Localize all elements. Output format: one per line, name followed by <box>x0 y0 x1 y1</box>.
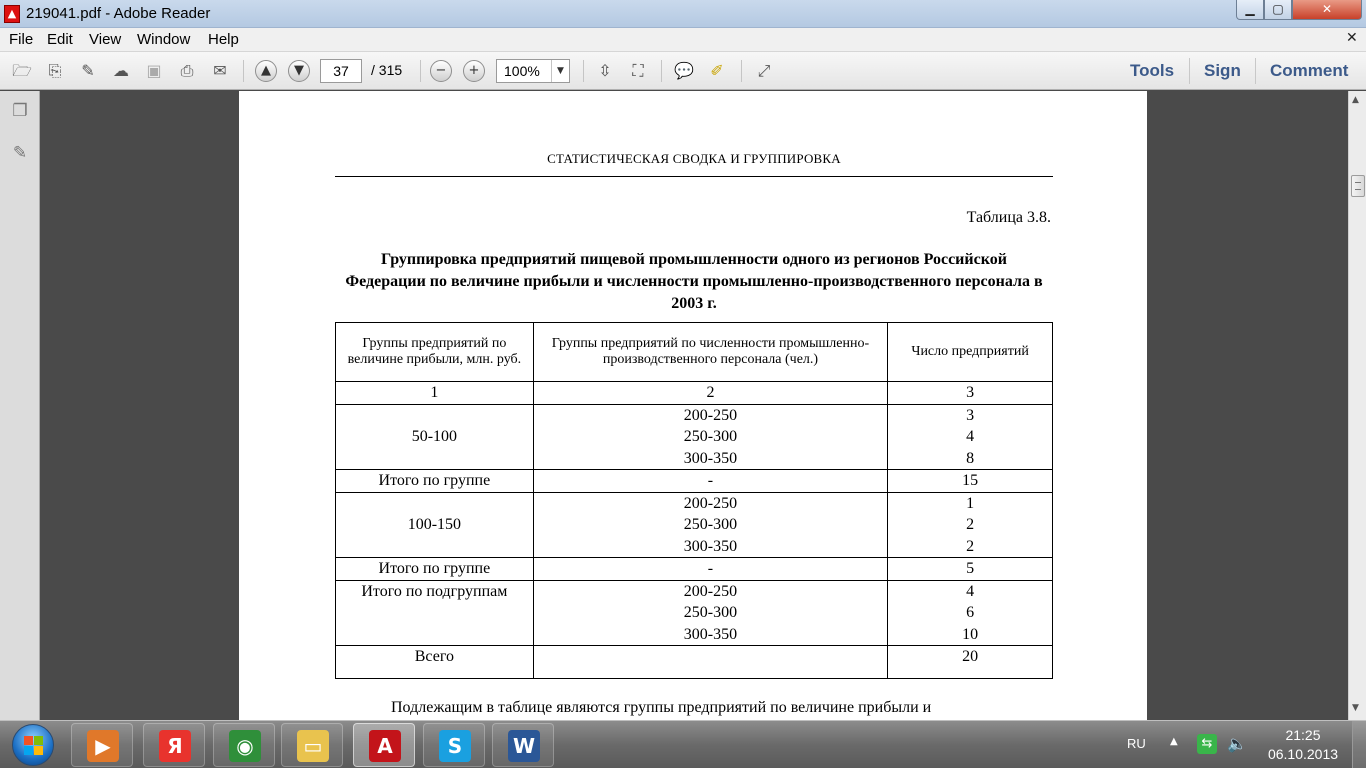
count-value: 2 <box>966 516 975 533</box>
range-value: 250-300 <box>683 604 738 621</box>
highlight-icon[interactable]: ✐ <box>710 61 724 80</box>
taskbar-app-yandex-browser[interactable] <box>143 723 205 767</box>
print-icon[interactable]: ⎙ <box>180 61 194 80</box>
navigation-panel <box>0 91 40 720</box>
word-icon: W <box>508 730 540 762</box>
language-indicator[interactable]: RU <box>1127 736 1146 751</box>
pages-icon[interactable]: ❐ <box>12 101 28 121</box>
table-header-row <box>336 323 1053 382</box>
range-value: 200-250 <box>683 406 738 424</box>
adobe-reader-icon: A <box>369 730 401 762</box>
table-row <box>336 580 1053 646</box>
table-number: Таблица 3.8. <box>966 209 1051 226</box>
toolbar-separator <box>1189 58 1190 84</box>
zoom-select[interactable] <box>496 59 570 83</box>
count-value: 6 <box>966 604 975 621</box>
page-number-input[interactable]: 37 <box>320 59 362 83</box>
table-row <box>336 470 1053 493</box>
range-value: 250-300 <box>683 516 738 533</box>
zoom-in-icon[interactable]: + <box>463 60 485 82</box>
close-button[interactable]: ✕ <box>1292 0 1362 20</box>
fit-page-icon[interactable]: ⛶ <box>632 61 644 80</box>
column-number: 3 <box>888 382 1053 405</box>
count-value: 4 <box>966 428 975 445</box>
system-clock[interactable] <box>1262 726 1344 764</box>
body-paragraph: Подлежащим в таблице являются группы предприятий по величине прибыли и <box>391 699 932 716</box>
full-screen-icon[interactable]: ⤢ <box>757 61 771 80</box>
count-value: 2 <box>966 537 975 555</box>
cloud-upload-icon[interactable]: ☁ <box>113 61 129 80</box>
range-value: - <box>533 558 887 581</box>
scroll-down-icon[interactable]: ▼ <box>1352 703 1359 713</box>
save-icon[interactable]: ▣ <box>146 61 162 80</box>
count-cell <box>888 492 1053 558</box>
group-label: Итого по подгруппам <box>336 580 534 646</box>
adobe-reader-icon: ▲ <box>4 5 20 23</box>
menu-window[interactable]: Window <box>137 31 191 48</box>
document-page <box>239 91 1147 720</box>
taskbar-app-media-player[interactable] <box>71 723 133 767</box>
taskbar <box>0 720 1366 768</box>
toolbar-separator <box>420 60 421 82</box>
toolbar-separator <box>243 60 244 82</box>
range-value: 200-250 <box>683 582 738 600</box>
zoom-out-icon[interactable]: − <box>430 60 452 82</box>
column-number: 2 <box>533 382 887 405</box>
toolbar-separator <box>583 60 584 82</box>
range-cell <box>533 492 887 558</box>
count-value: 3 <box>966 406 975 424</box>
title-bar <box>0 0 1366 28</box>
tools-link[interactable]: Tools <box>1130 61 1175 80</box>
toolbar-separator <box>661 60 662 82</box>
data-table <box>335 322 1053 679</box>
column-number-row <box>336 382 1053 405</box>
maximize-button[interactable]: ▢ <box>1264 0 1292 20</box>
taskbar-app-chrome[interactable] <box>213 723 275 767</box>
range-cell <box>533 404 887 470</box>
create-pdf-icon[interactable]: ⎘ <box>48 61 62 80</box>
group-label: 100-150 <box>336 492 534 558</box>
toolbar-separator <box>1255 58 1256 84</box>
menu-edit[interactable]: Edit <box>47 31 73 48</box>
volume-icon[interactable]: 🔈 <box>1227 734 1247 753</box>
tray-expand-icon[interactable]: ▲ <box>1170 736 1178 747</box>
group-label: Итого по группе <box>336 470 534 493</box>
range-value <box>533 646 887 679</box>
range-value: 300-350 <box>683 625 738 643</box>
skype-icon: S <box>439 730 471 762</box>
chevron-down-icon[interactable]: ▼ <box>551 60 569 82</box>
count-value: 5 <box>888 558 1053 581</box>
range-value: 250-300 <box>683 428 738 445</box>
table-header-cell: Число предприятий <box>888 323 1053 382</box>
range-cell <box>533 580 887 646</box>
range-value: - <box>533 470 887 493</box>
table-header-cell: Группы предприятий по численности промышленно-производственного персонала (чел.) <box>533 323 887 382</box>
clock-time: 21:25 <box>1285 727 1321 743</box>
count-value: 10 <box>962 625 979 643</box>
sign-link[interactable]: Sign <box>1204 61 1241 80</box>
count-value: 8 <box>966 449 975 467</box>
column-number: 1 <box>336 382 534 405</box>
media-player-icon: ▶ <box>87 730 119 762</box>
menu-bar <box>0 28 1366 52</box>
header-rule <box>335 176 1053 177</box>
group-label: Всего <box>336 646 534 679</box>
group-label: 50-100 <box>336 404 534 470</box>
range-value: 200-250 <box>683 494 738 512</box>
toolbar-separator <box>741 60 742 82</box>
count-value: 20 <box>888 646 1053 679</box>
table-row <box>336 492 1053 558</box>
menu-view[interactable]: View <box>89 31 122 48</box>
table-row <box>336 558 1053 581</box>
vertical-scrollbar[interactable] <box>1348 91 1366 720</box>
comment-icon[interactable]: 💬 <box>674 61 694 80</box>
count-value: 1 <box>966 494 975 512</box>
scroll-up-icon[interactable]: ▲ <box>1352 95 1359 105</box>
windows-logo-icon <box>24 736 44 756</box>
zoom-value: 100% <box>504 63 540 79</box>
menu-help[interactable]: Help <box>208 31 239 48</box>
group-label: Итого по группе <box>336 558 534 581</box>
next-page-icon[interactable]: ▼ <box>288 60 310 82</box>
document-close-icon[interactable]: ✕ <box>1346 30 1358 46</box>
taskbar-app-word[interactable] <box>492 723 554 767</box>
start-button[interactable] <box>12 724 54 766</box>
yandex-icon: Я <box>159 730 191 762</box>
count-value: 15 <box>888 470 1053 493</box>
taskbar-app-skype[interactable] <box>423 723 485 767</box>
page-count: / 315 <box>371 62 403 78</box>
email-icon[interactable]: ✉ <box>213 61 227 80</box>
attachments-icon[interactable]: ✎ <box>12 143 28 163</box>
fit-width-icon[interactable]: ⇳ <box>598 61 612 80</box>
clock-date: 06.10.2013 <box>1267 746 1339 762</box>
range-value: 300-350 <box>683 537 738 555</box>
count-cell <box>888 404 1053 470</box>
scrollbar-thumb[interactable] <box>1351 175 1365 197</box>
edit-icon[interactable]: ✎ <box>81 61 95 80</box>
taskbar-app-adobe-reader[interactable] <box>353 723 415 767</box>
previous-page-icon[interactable]: ▲ <box>255 60 277 82</box>
taskbar-app-file-explorer[interactable] <box>281 723 343 767</box>
open-icon[interactable]: 🗁 <box>12 61 32 80</box>
network-sync-icon[interactable]: ⇆ <box>1197 734 1217 754</box>
table-row <box>336 404 1053 470</box>
range-value: 300-350 <box>683 449 738 467</box>
table-caption: Группировка предприятий пищевой промышленности одного из регионов Российской Федерации по величине прибыли и численности промышленно-производственного персонала в 2003 г. <box>345 251 1043 312</box>
running-head: СТАТИСТИЧЕСКАЯ СВОДКА И ГРУППИРОВКА <box>547 151 841 166</box>
comment-link[interactable]: Comment <box>1270 61 1349 80</box>
table-header-cell: Группы предприятий по величине прибыли, млн. руб. <box>336 323 534 382</box>
menu-file[interactable]: File <box>9 31 34 48</box>
count-cell <box>888 580 1053 646</box>
count-value: 4 <box>966 582 975 600</box>
table-row <box>336 646 1053 679</box>
window-title: 219041.pdf - Adobe Reader <box>26 5 211 22</box>
chrome-icon: ◉ <box>229 730 261 762</box>
folder-icon: ▭ <box>297 730 329 762</box>
minimize-button[interactable]: ▁ <box>1236 0 1264 20</box>
show-desktop-button[interactable] <box>1352 721 1366 768</box>
